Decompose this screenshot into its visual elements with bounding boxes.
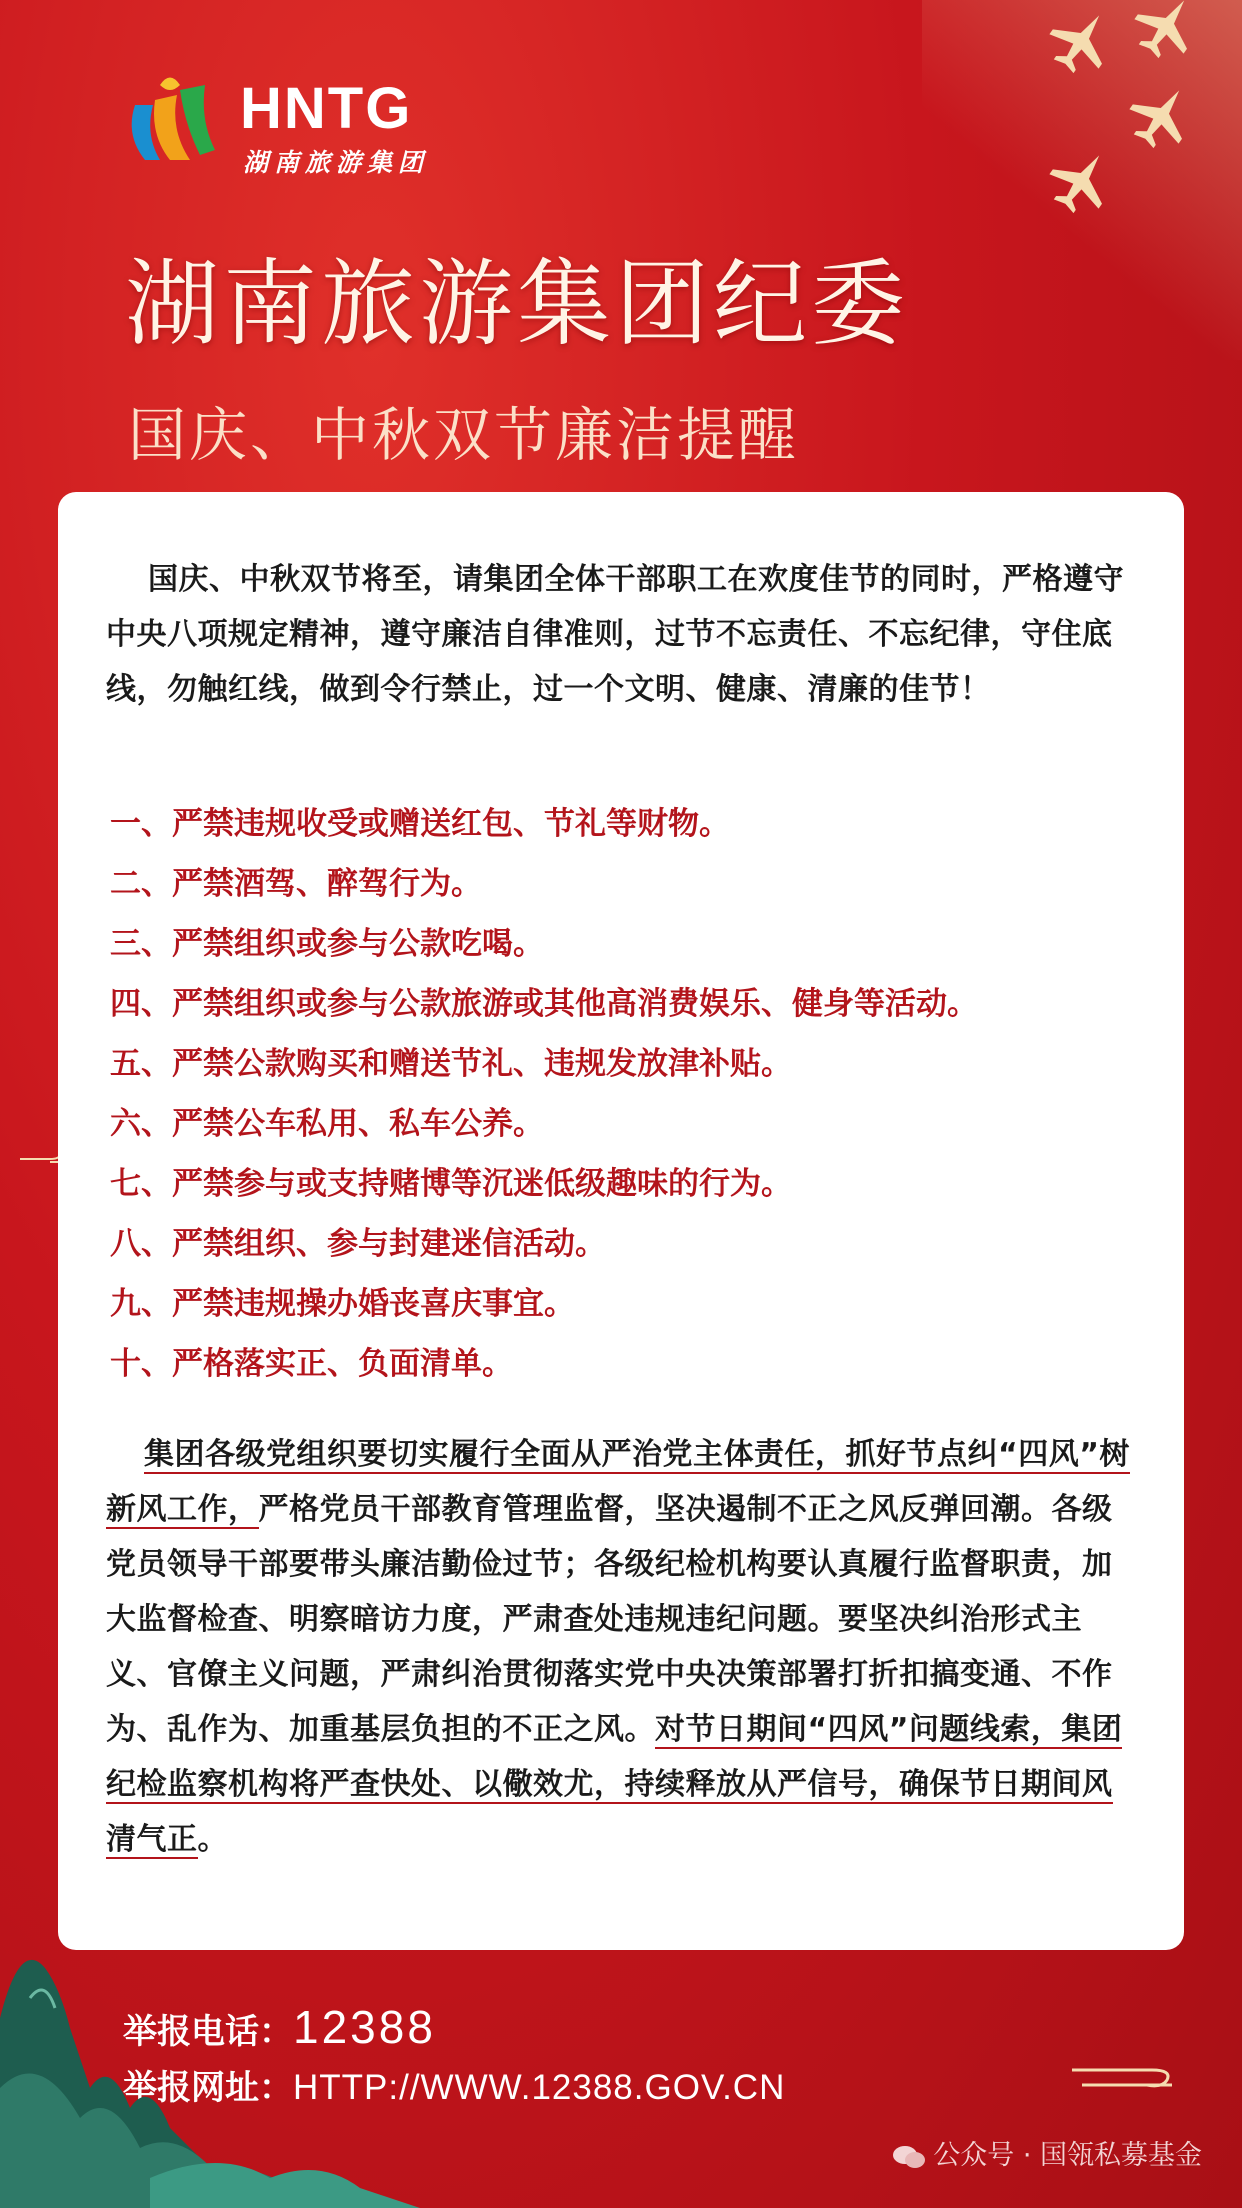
rule-item: 七、严禁参与或支持赌博等沉迷低级趣味的行为。 (110, 1166, 792, 1202)
logo-text-cn: 湖南旅游集团 (243, 148, 430, 177)
watermark-text: 公众号 · 国瓴私募基金 (933, 2140, 1202, 2171)
report-web-label: 举报网址： (123, 2068, 293, 2108)
rule-item: 二、严禁酒驾、醉驾行为。 (110, 866, 482, 902)
hntg-logo-icon (115, 65, 225, 170)
rule-item: 三、严禁组织或参与公款吃喝。 (110, 926, 544, 962)
decorative-cloud-line-icon (1062, 2040, 1182, 2100)
page-subtitle: 国庆、中秋双节廉洁提醒 (128, 401, 800, 469)
rule-item: 五、严禁公款购买和赠送节礼、违规发放津补贴。 (110, 1046, 792, 1082)
hntg-logo (115, 65, 495, 175)
logo-text-en: HNTG (240, 76, 413, 141)
rule-item: 十、严格落实正、负面清单。 (110, 1346, 513, 1382)
report-url-link[interactable]: HTTP://WWW.12388.GOV.CN (293, 2068, 786, 2107)
page-title: 湖南旅游集团纪委 (125, 250, 910, 359)
closing-text: 严格党员干部教育管理监督，坚决遏制不正之风反弹回潮。各级党员领导干部要带头廉洁勤俭过节；各级纪检机构要认真履行监督职责，加大监督检查、明察暗访力度，严肃查处违规违纪问题。要坚决纠治形式主义、官僚主义问题，严肃纠治贯彻落实党中央决策部署打折扣搞变通、不作为、乱作为、加重基层负担的不正之风。 (106, 1492, 1113, 1747)
rule-item: 九、严禁违规操办婚丧喜庆事宜。 (110, 1286, 575, 1322)
closing-underlined-2: 对节日期间“四风”问题线索，集团纪检监察机构将严查快处、以儆效尤，持续释放从严信号，确保节日期间风清气正 (106, 1712, 1123, 1857)
watermark (891, 2133, 1202, 2172)
content-card (58, 492, 1184, 1950)
fighter-jets-icon (932, 0, 1232, 240)
closing-underlined-1: 集团各级党组织要切实履行全面从严治党主体责任，抓好节点纠“四风”树新风工作， (106, 1437, 1130, 1527)
mountains-illustration-icon (0, 1878, 420, 2208)
wechat-icon (891, 2143, 927, 2171)
rule-item: 一、严禁违规收受或赠送红包、节礼等财物。 (110, 806, 730, 842)
rule-item: 六、严禁公车私用、私车公养。 (110, 1106, 544, 1142)
intro-paragraph: 国庆、中秋双节将至，请集团全体干部职工在欢度佳节的同时，严格遵守中央八项规定精神，遵守廉洁自律准则，过节不忘责任、不忘纪律，守住底线，勿触红线，做到令行禁止，过一个文明、健康、清廉的佳节！ (106, 562, 1124, 707)
rule-item: 四、严禁组织或参与公款旅游或其他高消费娱乐、健身等活动。 (110, 986, 978, 1022)
rule-item: 八、严禁组织、参与封建迷信活动。 (110, 1226, 606, 1262)
closing-end: 。 (197, 1822, 228, 1857)
report-phone-number[interactable]: 12388 (293, 2001, 436, 2053)
closing-paragraph (106, 1427, 1136, 1867)
rules-list (110, 794, 978, 1394)
report-phone-label: 举报电话： (123, 2012, 293, 2052)
